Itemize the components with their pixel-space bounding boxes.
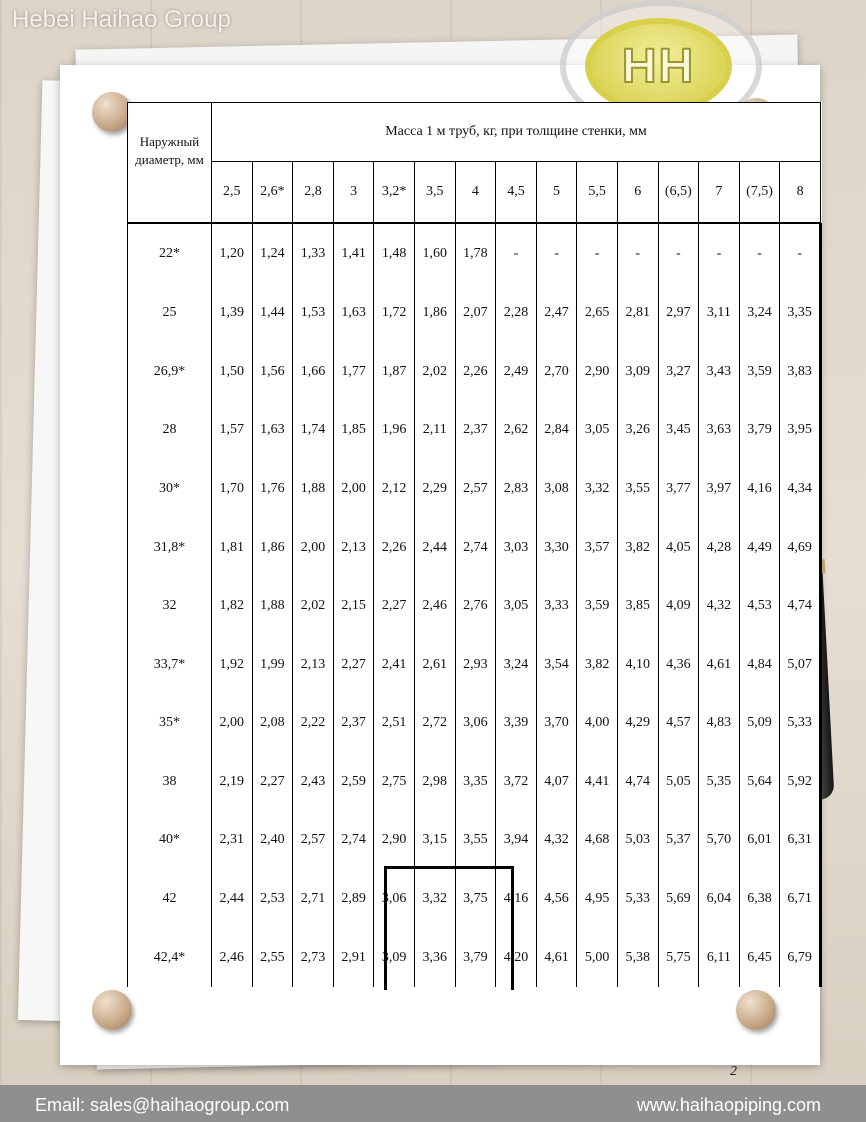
mass-cell: 5,00	[577, 928, 618, 987]
mass-cell: 1,60	[414, 224, 455, 284]
mass-cell: 2,61	[414, 635, 455, 694]
mass-cell: 2,55	[252, 928, 293, 987]
mass-cell: 3,32	[577, 460, 618, 519]
mass-cell: -	[780, 224, 821, 284]
mass-cell: 2,57	[455, 460, 496, 519]
mass-cell: 2,13	[333, 518, 374, 577]
mass-cell: 3,35	[780, 284, 821, 343]
mass-cell: 2,62	[496, 401, 537, 460]
mass-cell: 1,63	[333, 284, 374, 343]
mass-cell: 2,44	[212, 870, 253, 929]
diameter-cell: 28	[128, 401, 212, 460]
mass-cell: 1,85	[333, 401, 374, 460]
mass-cell: 2,02	[293, 577, 334, 636]
table-row	[128, 870, 821, 929]
diameter-cell: 32	[128, 577, 212, 636]
mass-cell: 3,82	[617, 518, 658, 577]
mass-cell: 2,46	[414, 577, 455, 636]
pushpin-icon	[92, 92, 132, 132]
table-row	[128, 811, 821, 870]
mass-cell: 4,49	[739, 518, 780, 577]
mass-cell: 2,57	[293, 811, 334, 870]
mass-cell: 1,20	[212, 224, 253, 284]
mass-cell: 5,37	[658, 811, 699, 870]
mass-cell: 2,31	[212, 811, 253, 870]
thickness-header-cell: (6,5)	[658, 162, 699, 223]
mass-cell: 2,08	[252, 694, 293, 753]
footer-website[interactable]: www.haihaopiping.com	[636, 1095, 821, 1115]
mass-cell: 2,40	[252, 811, 293, 870]
mass-cell: 3,39	[496, 694, 537, 753]
diameter-cell: 33,7*	[128, 635, 212, 694]
mass-cell: 5,09	[739, 694, 780, 753]
mass-cell: 4,74	[780, 577, 821, 636]
mass-cell: 2,02	[414, 342, 455, 401]
page-number: 2	[730, 1064, 737, 1079]
table-row	[128, 401, 821, 460]
mass-cell: 3,32	[414, 870, 455, 929]
diameter-cell: 35*	[128, 694, 212, 753]
thickness-header-cell: 3,2*	[374, 162, 415, 223]
mass-cell: 5,03	[617, 811, 658, 870]
mass-cell: 2,74	[455, 518, 496, 577]
mass-cell: 2,53	[252, 870, 293, 929]
mass-cell: 3,55	[455, 811, 496, 870]
mass-cell: 3,26	[617, 401, 658, 460]
mass-cell: 3,24	[739, 284, 780, 343]
mass-cell: 3,85	[617, 577, 658, 636]
mass-cell: 1,24	[252, 224, 293, 284]
mass-cell: 1,92	[212, 635, 253, 694]
mass-cell: 1,86	[414, 284, 455, 343]
mass-cell: 3,55	[617, 460, 658, 519]
mass-cell: 4,74	[617, 753, 658, 812]
mass-cell: 4,20	[496, 928, 537, 987]
mass-cell: 3,70	[536, 694, 577, 753]
mass-cell: 1,57	[212, 401, 253, 460]
mass-cell: 5,92	[780, 753, 821, 812]
mass-cell: 2,27	[374, 577, 415, 636]
mass-cell: 2,90	[374, 811, 415, 870]
wall-thickness-header-row	[128, 162, 821, 223]
mass-cell: -	[699, 224, 740, 284]
mass-cell: 6,38	[739, 870, 780, 929]
mass-cell: 1,44	[252, 284, 293, 343]
mass-cell: 2,00	[293, 518, 334, 577]
table-row	[128, 284, 821, 343]
mass-cell: 3,59	[739, 342, 780, 401]
mass-cell: 5,69	[658, 870, 699, 929]
mass-cell: 1,88	[293, 460, 334, 519]
mass-cell: -	[617, 224, 658, 284]
mass-cell: 3,43	[699, 342, 740, 401]
mass-cell: 4,16	[496, 870, 537, 929]
thickness-header-cell: 8	[780, 162, 821, 223]
mass-cell: 1,53	[293, 284, 334, 343]
mass-cell: 6,71	[780, 870, 821, 929]
mass-cell: 1,86	[252, 518, 293, 577]
mass-cell: 4,61	[536, 928, 577, 987]
mass-cell: 1,63	[252, 401, 293, 460]
mass-cell: 4,05	[658, 518, 699, 577]
mass-cell: 2,19	[212, 753, 253, 812]
mass-cell: 2,11	[414, 401, 455, 460]
mass-cell: 4,36	[658, 635, 699, 694]
mass-cell: 5,35	[699, 753, 740, 812]
mass-cell: 2,29	[414, 460, 455, 519]
table-row	[128, 753, 821, 812]
diameter-cell: 30*	[128, 460, 212, 519]
table-row	[128, 518, 821, 577]
mass-cell: 1,56	[252, 342, 293, 401]
mass-cell: 3,36	[414, 928, 455, 987]
mass-cell: 3,79	[455, 928, 496, 987]
diameter-cell: 38	[128, 753, 212, 812]
mass-cell: 4,41	[577, 753, 618, 812]
mass-cell: 5,70	[699, 811, 740, 870]
pushpin-icon	[92, 990, 132, 1030]
mass-cell: -	[577, 224, 618, 284]
mass-cell: 3,54	[536, 635, 577, 694]
mass-cell: 1,78	[455, 224, 496, 284]
footer-bar	[0, 1085, 866, 1122]
footer-email[interactable]: Email: sales@haihaogroup.com	[35, 1095, 290, 1115]
diameter-cell: 26,9*	[128, 342, 212, 401]
mass-cell: 4,29	[617, 694, 658, 753]
mass-cell: 4,00	[577, 694, 618, 753]
mass-cell: 2,75	[374, 753, 415, 812]
mass-cell: 2,13	[293, 635, 334, 694]
mass-cell: 1,33	[293, 224, 334, 284]
mass-cell: 2,65	[577, 284, 618, 343]
mass-cell: 3,06	[455, 694, 496, 753]
mass-cell: 3,45	[658, 401, 699, 460]
mass-cell: 6,45	[739, 928, 780, 987]
mass-cell: 4,69	[780, 518, 821, 577]
mass-cell: -	[658, 224, 699, 284]
thickness-header-cell: (7,5)	[739, 162, 780, 223]
table-row	[128, 928, 821, 987]
mass-cell: 3,06	[374, 870, 415, 929]
mass-cell: 1,76	[252, 460, 293, 519]
mass-cell: 2,41	[374, 635, 415, 694]
mass-cell: 4,95	[577, 870, 618, 929]
mass-cell: 6,31	[780, 811, 821, 870]
mass-cell: 2,90	[577, 342, 618, 401]
diameter-cell: 22*	[128, 224, 212, 284]
mass-cell: 5,64	[739, 753, 780, 812]
mass-cell: 3,05	[496, 577, 537, 636]
table-row	[128, 577, 821, 636]
mass-cell: 2,76	[455, 577, 496, 636]
mass-cell: 1,66	[293, 342, 334, 401]
thickness-header-cell: 3,5	[414, 162, 455, 223]
mass-cell: 4,07	[536, 753, 577, 812]
mass-cell: 3,77	[658, 460, 699, 519]
mass-cell: 4,68	[577, 811, 618, 870]
thickness-header-cell: 4	[455, 162, 496, 223]
mass-cell: 3,15	[414, 811, 455, 870]
mass-cell: 1,96	[374, 401, 415, 460]
mass-cell: 2,26	[455, 342, 496, 401]
mass-cell: 6,79	[780, 928, 821, 987]
mass-cell: 3,59	[577, 577, 618, 636]
mass-cell: 2,89	[333, 870, 374, 929]
thickness-header-cell: 2,8	[293, 162, 334, 223]
mass-cell: -	[739, 224, 780, 284]
mass-cell: 4,56	[536, 870, 577, 929]
mass-cell: 2,91	[333, 928, 374, 987]
pipe-mass-table	[127, 102, 822, 987]
mass-cell: 2,15	[333, 577, 374, 636]
mass-cell: 1,70	[212, 460, 253, 519]
mass-cell: 3,57	[577, 518, 618, 577]
mass-cell: 1,50	[212, 342, 253, 401]
mass-cell: 1,74	[293, 401, 334, 460]
mass-cell: 2,00	[212, 694, 253, 753]
mass-cell: 2,97	[658, 284, 699, 343]
table-row	[128, 635, 821, 694]
mass-cell: 5,07	[780, 635, 821, 694]
mass-cell: 2,28	[496, 284, 537, 343]
mass-cell: 6,04	[699, 870, 740, 929]
mass-cell: 2,73	[293, 928, 334, 987]
mass-cell: 2,81	[617, 284, 658, 343]
mass-cell: 2,00	[333, 460, 374, 519]
mass-cell: -	[536, 224, 577, 284]
mass-cell: 2,07	[455, 284, 496, 343]
mass-cell: 2,72	[414, 694, 455, 753]
mass-cell: 5,05	[658, 753, 699, 812]
mass-cell: 2,83	[496, 460, 537, 519]
mass-cell: 4,83	[699, 694, 740, 753]
mass-cell: 6,01	[739, 811, 780, 870]
mass-cell: 3,35	[455, 753, 496, 812]
table-row	[128, 342, 821, 401]
mass-cell: 4,10	[617, 635, 658, 694]
mass-cell: 3,82	[577, 635, 618, 694]
mass-cell: 4,53	[739, 577, 780, 636]
mass-cell: 2,43	[293, 753, 334, 812]
mass-cell: 1,41	[333, 224, 374, 284]
mass-cell: 6,11	[699, 928, 740, 987]
mass-cell: 3,30	[536, 518, 577, 577]
brand-title: Hebei Haihao Group	[12, 6, 231, 33]
mass-cell: 2,44	[414, 518, 455, 577]
pushpin-icon	[736, 990, 776, 1030]
thickness-header-cell: 3	[333, 162, 374, 223]
diameter-cell: 25	[128, 284, 212, 343]
mass-cell: 3,24	[496, 635, 537, 694]
mass-cell: 4,16	[739, 460, 780, 519]
mass-cell: 2,71	[293, 870, 334, 929]
mass-cell: 3,33	[536, 577, 577, 636]
mass-cell: 2,27	[333, 635, 374, 694]
mass-cell: 3,97	[699, 460, 740, 519]
mass-cell: 4,32	[699, 577, 740, 636]
mass-cell: 5,38	[617, 928, 658, 987]
mass-cell: 2,47	[536, 284, 577, 343]
thickness-header-cell: 5,5	[577, 162, 618, 223]
mass-cell: 2,46	[212, 928, 253, 987]
mass-cell: 1,48	[374, 224, 415, 284]
mass-cell: 2,59	[333, 753, 374, 812]
mass-cell: 4,34	[780, 460, 821, 519]
mass-cell: 3,79	[739, 401, 780, 460]
mass-cell: 4,84	[739, 635, 780, 694]
mass-cell: 1,72	[374, 284, 415, 343]
diameter-cell: 42,4*	[128, 928, 212, 987]
table-body	[128, 223, 821, 988]
thickness-header-cell: 2,6*	[252, 162, 293, 223]
mass-cell: 1,87	[374, 342, 415, 401]
mass-cell: 3,09	[617, 342, 658, 401]
mass-cell: 3,11	[699, 284, 740, 343]
mass-cell: 2,12	[374, 460, 415, 519]
mass-cell: 3,05	[577, 401, 618, 460]
mass-cell: 2,37	[455, 401, 496, 460]
mass-cell: 2,51	[374, 694, 415, 753]
thickness-header-cell: 4,5	[496, 162, 537, 223]
mass-cell: 5,75	[658, 928, 699, 987]
thickness-header-cell: 5	[536, 162, 577, 223]
mass-cell: 2,27	[252, 753, 293, 812]
table-row	[128, 694, 821, 753]
mass-cell: 2,70	[536, 342, 577, 401]
mass-cell: 4,09	[658, 577, 699, 636]
mass-cell: 5,33	[780, 694, 821, 753]
thickness-header-cell: 7	[699, 162, 740, 223]
mass-cell: 2,84	[536, 401, 577, 460]
mass-cell: -	[496, 224, 537, 284]
mass-cell: 3,63	[699, 401, 740, 460]
mass-caption: Масса 1 м труб, кг, при толщине стенки, мм	[212, 103, 821, 162]
mass-cell: 3,03	[496, 518, 537, 577]
mass-cell: 3,75	[455, 870, 496, 929]
mass-cell: 3,83	[780, 342, 821, 401]
mass-cell: 2,49	[496, 342, 537, 401]
thickness-header-cell: 6	[617, 162, 658, 223]
mass-cell: 1,81	[212, 518, 253, 577]
mass-cell: 3,08	[536, 460, 577, 519]
mass-cell: 1,39	[212, 284, 253, 343]
mass-cell: 1,77	[333, 342, 374, 401]
table-row	[128, 224, 821, 284]
mass-cell: 1,99	[252, 635, 293, 694]
mass-cell: 3,72	[496, 753, 537, 812]
mass-cell: 4,28	[699, 518, 740, 577]
diameter-cell: 31,8*	[128, 518, 212, 577]
mass-cell: 3,27	[658, 342, 699, 401]
mass-cell: 2,26	[374, 518, 415, 577]
diameter-cell: 40*	[128, 811, 212, 870]
mass-cell: 4,32	[536, 811, 577, 870]
table-row	[128, 460, 821, 519]
mass-cell: 4,61	[699, 635, 740, 694]
outer-diameter-header: Наружный диаметр, мм	[128, 103, 212, 223]
mass-cell: 1,82	[212, 577, 253, 636]
mass-cell: 1,88	[252, 577, 293, 636]
mass-cell: 3,94	[496, 811, 537, 870]
thickness-header-cell: 2,5	[212, 162, 253, 223]
company-logo	[585, 18, 732, 114]
mass-cell: 2,98	[414, 753, 455, 812]
mass-cell: 2,93	[455, 635, 496, 694]
mass-cell: 4,57	[658, 694, 699, 753]
mass-cell: 5,33	[617, 870, 658, 929]
mass-cell: 2,37	[333, 694, 374, 753]
mass-cell: 2,74	[333, 811, 374, 870]
mass-cell: 2,22	[293, 694, 334, 753]
mass-cell: 3,95	[780, 401, 821, 460]
logo-text: HH	[621, 39, 696, 93]
mass-cell: 3,09	[374, 928, 415, 987]
diameter-cell: 42	[128, 870, 212, 929]
